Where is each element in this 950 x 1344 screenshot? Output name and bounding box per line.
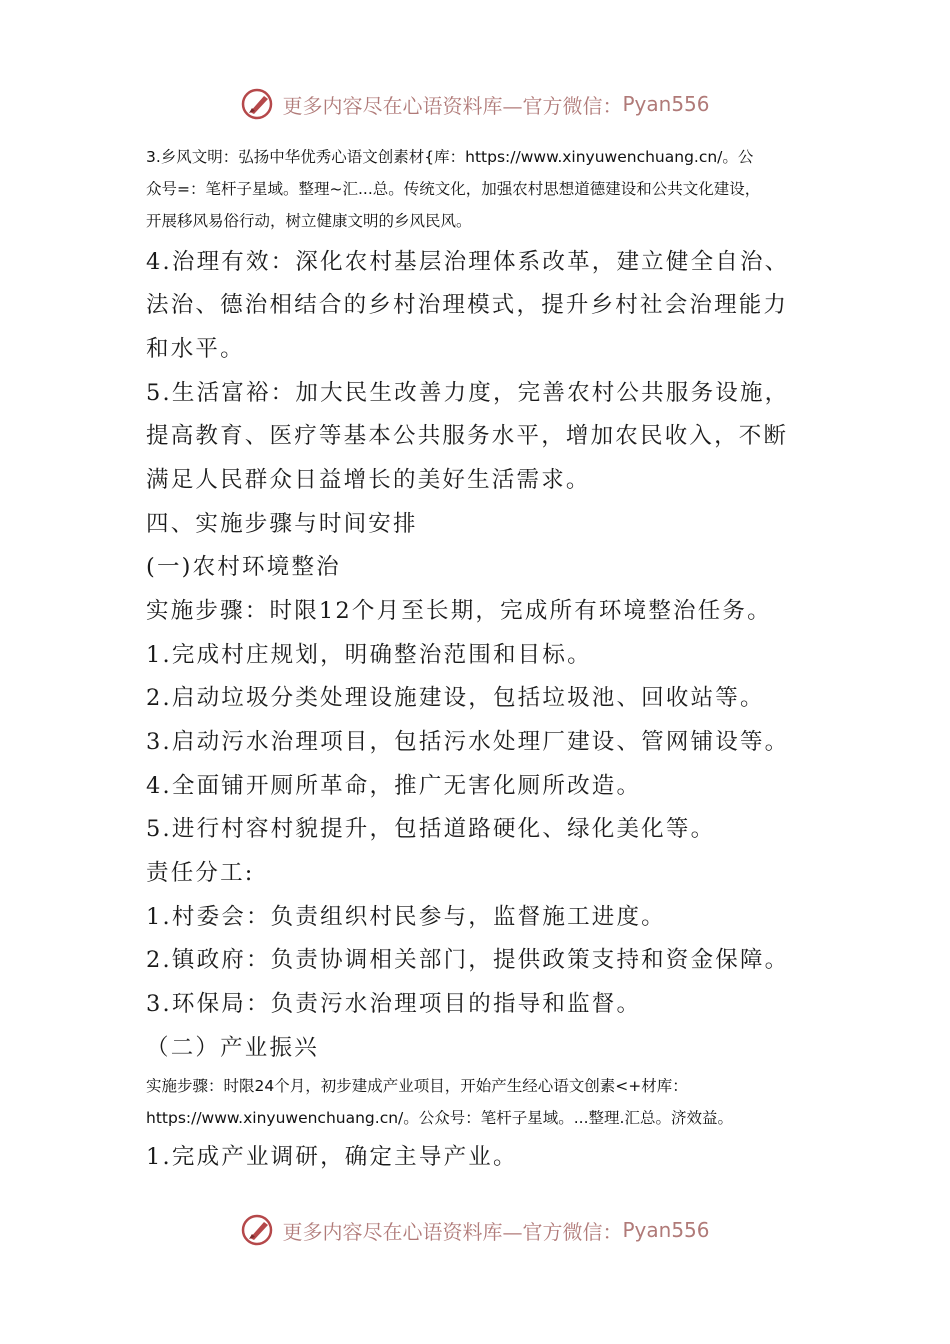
- paragraph-line: 实施步骤：时限24个月，初步建成产业项目，开始产生经心语文创素<+材库：: [146, 1077, 688, 1095]
- list-item: 2.镇政府：负责协调相关部门，提供政策支持和资金保障。: [146, 947, 790, 973]
- paragraph-line: 和水平。: [146, 336, 245, 362]
- header-banner: [0, 84, 950, 124]
- list-item: 3.环保局：负责污水治理项目的指导和监督。: [146, 991, 642, 1017]
- paragraph-line: 满足人民群众日益增长的美好生活需求。: [146, 467, 591, 493]
- list-item: 5.进行村容村貌提升，包括道路硬化、绿化美化等。: [146, 816, 716, 842]
- list-item: 4.全面铺开厕所革命，推广无害化厕所改造。: [146, 773, 642, 799]
- list-item: 1.完成村庄规划，明确整治范围和目标。: [146, 642, 592, 668]
- logo-icon: [240, 1212, 276, 1248]
- list-item: 1.村委会：负责组织村民参与，监督施工进度。: [146, 904, 666, 930]
- duty-title: 责任分工:: [146, 860, 255, 886]
- subsection-heading: （二）产业振兴: [146, 1035, 319, 1061]
- logo-icon: [240, 86, 276, 122]
- subsection-heading: (一)农村环境整治: [146, 554, 341, 580]
- paragraph-line: 众号=：笔杆子星域。整理~汇...总。传统文化，加强农村思想道德建设和公共文化建设，: [146, 180, 761, 198]
- banner-text: 更多内容尽在心语资料库—官方微信：: [282, 93, 623, 118]
- paragraph-line: 3.乡风文明：弘扬中华优秀心语文创素材{库：https://www.xinyuwenchuang.cn/。公: [146, 148, 754, 166]
- banner-handle: Pyan556: [622, 1218, 710, 1242]
- footer-banner: [0, 1210, 950, 1250]
- paragraph-line: 4.治理有效：深化农村基层治理体系改革，建立健全自治、: [146, 249, 790, 275]
- banner-text: 更多内容尽在心语资料库—官方微信：: [282, 1219, 623, 1244]
- list-item: 1.完成产业调研，确定主导产业。: [146, 1144, 518, 1170]
- banner-handle: Pyan556: [622, 92, 710, 116]
- paragraph-line: https://www.xinyuwenchuang.cn/。公众号：笔杆子星域。...整理.汇总。济效益。: [146, 1109, 733, 1127]
- paragraph-line: 5.生活富裕：加大民生改善力度，完善农村公共服务设施，: [146, 380, 790, 406]
- paragraph-line: 开展移风易俗行动，树立健康文明的乡风民风。: [146, 212, 472, 230]
- paragraph-line: 法治、德治相结合的乡村治理模式，提升乡村社会治理能力: [146, 292, 789, 318]
- paragraph-line: 提高教育、医疗等基本公共服务水平，增加农民收入，不断: [146, 423, 789, 449]
- list-item: 3.启动污水治理项目，包括污水处理厂建设、管网铺设等。: [146, 729, 790, 755]
- list-item: 2.启动垃圾分类处理设施建设，包括垃圾池、回收站等。: [146, 685, 765, 711]
- section-heading: 四、实施步骤与时间安排: [146, 511, 418, 537]
- steps-intro: 实施步骤：时限12个月至长期，完成所有环境整治任务。: [146, 598, 772, 624]
